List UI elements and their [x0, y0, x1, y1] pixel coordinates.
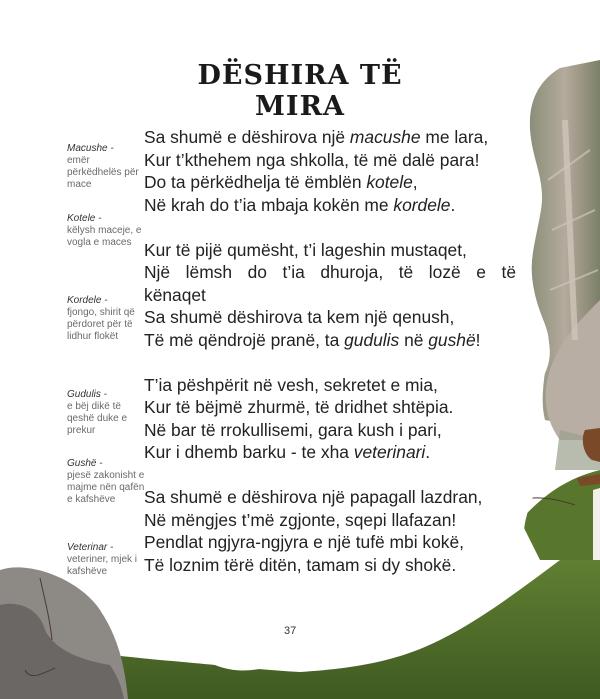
poem-line: Sa shumë e dëshirova një papagall lazdran, — [144, 487, 483, 507]
poem — [144, 126, 524, 599]
glossary-entry-veterinar — [67, 542, 145, 578]
poem-line: Në krah do t’ia mbaja kokën me kordele. — [144, 194, 456, 215]
poem-line: Sa shumë dëshirova ta kem një qenush, — [144, 307, 455, 327]
forest-icon — [530, 60, 600, 470]
stanza-2 — [144, 239, 524, 352]
glossary-definition: emër përkëdhelës për mace — [67, 155, 139, 190]
poem-line: Kur të pijë qumësht, t’i lageshin mustaqet, — [144, 239, 467, 260]
poem-line: Të më qëndrojë pranë, ta gudulis në gushë! — [144, 329, 481, 350]
poem-line: Kur i dhemb barku - te xha veterinari. — [144, 442, 431, 462]
glossary-entry-kotele — [67, 213, 145, 249]
page-title: DËSHIRA TË MIRA — [197, 60, 403, 122]
glossary-term: Kordele - — [67, 295, 108, 306]
poem-line: Një lëmsh do t’ia dhuroja, të lozë e të kënaqet — [144, 262, 516, 305]
glossary-term: Gudulis - — [67, 389, 108, 400]
page-number: 37 — [284, 625, 297, 637]
glossary-term: Macushe - — [67, 143, 114, 154]
glossary-term: Gushë - — [67, 458, 103, 469]
glossary-definition: pjesë zakonisht e majme nën qafën e kafshëve — [67, 470, 145, 505]
stanza-1 — [144, 126, 524, 216]
glossary-definition: fjongo, shirit që përdoret për të lidhur flokët — [67, 307, 135, 342]
glossary-entry-gushe — [67, 458, 145, 506]
glossary-definition: këlysh maceje, e vogla e maces — [67, 225, 142, 248]
poem-line: Kur të bëjmë zhurmë, të dridhet shtëpia. — [144, 397, 454, 417]
poem-line: Në mëngjes t’më zgjonte, sqepi llafazan! — [144, 509, 457, 530]
poem-line: Në bar të rrokullisemi, gara kush i pari, — [144, 419, 442, 440]
glossary-entry-gudulis — [67, 389, 145, 437]
poem-line: Pendlat ngjyra-ngjyra e një tufë mbi kokë, — [144, 532, 464, 552]
glossary-definition: e bëj dikë të qeshë duke e prekur — [67, 401, 128, 436]
glossary-definition: veteriner, mjek i kafshëve — [67, 554, 138, 577]
glossary-entry-macushe — [67, 143, 145, 191]
poem-line: T’ia pëshpërit në vesh, sekretet e mia, — [144, 374, 438, 395]
stanza-3 — [144, 374, 524, 464]
poem-line: Të loznim tërë ditën, tamam si dy shokë. — [144, 554, 457, 575]
glossary-entry-kordele — [67, 295, 145, 343]
poem-line: Kur t’kthehem nga shkolla, të më dalë para! — [144, 149, 480, 170]
stanza-4 — [144, 486, 524, 576]
poem-line: Do ta përkëdhelja të ëmblën kotele, — [144, 172, 418, 192]
glossary-term: Kotele - — [67, 213, 102, 224]
glossary-term: Veterinar - — [67, 542, 114, 553]
poem-line: Sa shumë e dëshirova një macushe me lara, — [144, 127, 489, 147]
